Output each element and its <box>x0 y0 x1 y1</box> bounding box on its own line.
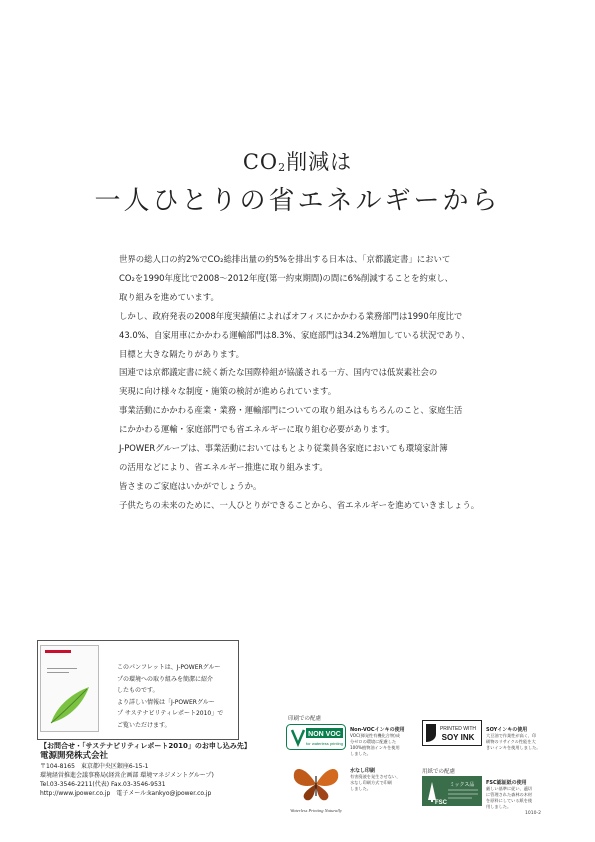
body-line: 国連では京都議定書に続く新たな国際枠組が協議される一方、国内では低炭素社会の <box>119 367 438 378</box>
body-line: しかし、政府発表の2008年度実績値によればオフィスにかかわる業務部門は1990年度比で <box>119 310 463 321</box>
nonvoc-logo <box>286 724 346 750</box>
svg-text:NON VOC: NON VOC <box>308 731 341 738</box>
fsc-logo <box>422 776 482 806</box>
body-line: 取り組みを進めています。 <box>119 291 219 302</box>
leaf-icon <box>47 685 91 725</box>
body-line: 子供たちの未来のために、一人ひとりができることから、省エネルギーを進めていきましょう。 <box>119 499 480 510</box>
company-name: 電源開発株式会社 <box>40 751 109 761</box>
pamphlet-note: このパンフレットは、J-POWERグルー プの環境への取り組みを簡潔に紹介 したものです。 より詳しい情報は「J-POWERグルー プ サステナビリティレポート2010」で ご覧いただけます。 <box>117 664 224 729</box>
contact-web[interactable]: http://www.jpower.co.jp 電子メール:kankyo@jpower.co.jp <box>40 790 212 797</box>
body-line: 43.0%、自家用車にかかわる運輸部門は8.3%、家庭部門は34.2%増加している状況であり、 <box>119 329 470 340</box>
soy-ink-desc: 大豆油で作業性が高く、印 刷物のリサイクル性能を大 きいインキを使用しました。 <box>486 733 541 750</box>
svg-text:PRINTED WITH: PRINTED WITH <box>439 726 477 732</box>
nonvoc-title: Non-VOCインキの使用 <box>350 727 405 733</box>
waterless-butterfly-logo <box>284 756 348 818</box>
body-text <box>119 250 484 515</box>
heading-line2: 一人ひとりの省エネルギーから <box>94 186 501 216</box>
contact-phone: Tel.03-3546-2211(代表) Fax.03-3546-9531 <box>40 781 166 788</box>
svg-text:FSC: FSC <box>435 800 447 806</box>
body-line: にかかわる運輸・家庭部門でも省エネルギーに取り組む必要があります。 <box>119 424 395 435</box>
body-line: CO₂を1990年度比で2008〜2012年度(第一約束期間)の間に6%削減することを約束し、 <box>119 272 454 283</box>
print-code: 1010-2 <box>525 811 541 816</box>
thumbnail-logo-icon <box>45 650 71 653</box>
paper-section-title: 用紙での配慮 <box>422 769 456 775</box>
svg-text:Waterless Printing Naturally: Waterless Printing Naturally <box>290 808 342 813</box>
waterless-desc: 有害廃液を発生させない、 水なし印刷方式で印刷 しました。 <box>350 774 401 791</box>
body-line: の活用などにより、省エネルギー推進に取り組みます。 <box>119 461 328 472</box>
soy-ink-title: SOYインキの使用 <box>486 727 528 733</box>
soy-ink-logo <box>422 720 482 746</box>
contact-block <box>40 742 300 798</box>
svg-text:ミックス品: ミックス品 <box>449 782 475 788</box>
body-line: 皆さまのご家庭はいかがでしょうか。 <box>119 480 262 491</box>
fsc-title: FSC認証紙の使用 <box>486 780 527 786</box>
nonvoc-desc: VOC(揮発性有機化合物)成 分ゼロの環境に配慮した 100%植物油インキを使用 しました。 <box>350 733 400 756</box>
report-thumbnail <box>40 645 99 732</box>
body-line: 目標と大きな隔たりがあります。 <box>119 348 244 359</box>
heading-line1: CO2削減は <box>242 150 353 174</box>
contact-address: 〒104-8165 東京都中央区銀座6-15-1 <box>40 763 149 770</box>
body-line: J-POWERグループは、事業活動においてはもとより従業員各家庭においても環境家計簿 <box>119 443 448 454</box>
body-line: 実現に向け様々な制度・施策の検討が進められています。 <box>119 386 337 397</box>
contact-header: 【お問合せ・「サステナビリティレポート2010」のお申し込み先】 <box>40 742 251 750</box>
body-line: 事業活動にかかわる産業・業務・運輸部門についての取り組みはもちろんのこと、家庭生活 <box>119 405 463 416</box>
svg-text:SOY INK: SOY INK <box>441 733 475 742</box>
contact-department: 環境経営推進会議事務局(経営企画部 環境マネジメントグループ) <box>40 772 214 779</box>
fsc-desc: 厳しい基準に従い、適切 に管理された森林の木材 を原料にしている紙を使 用しました。 <box>486 786 533 809</box>
body-line: 世界の総人口の約2%でCO₂総排出量の約5%を排出する日本は、「京都議定書」において <box>119 254 451 264</box>
svg-text:for waterless printing: for waterless printing <box>306 741 343 746</box>
print-section-title: 印刷での配慮 <box>288 716 322 722</box>
waterless-title: 水なし印刷 <box>350 768 376 774</box>
